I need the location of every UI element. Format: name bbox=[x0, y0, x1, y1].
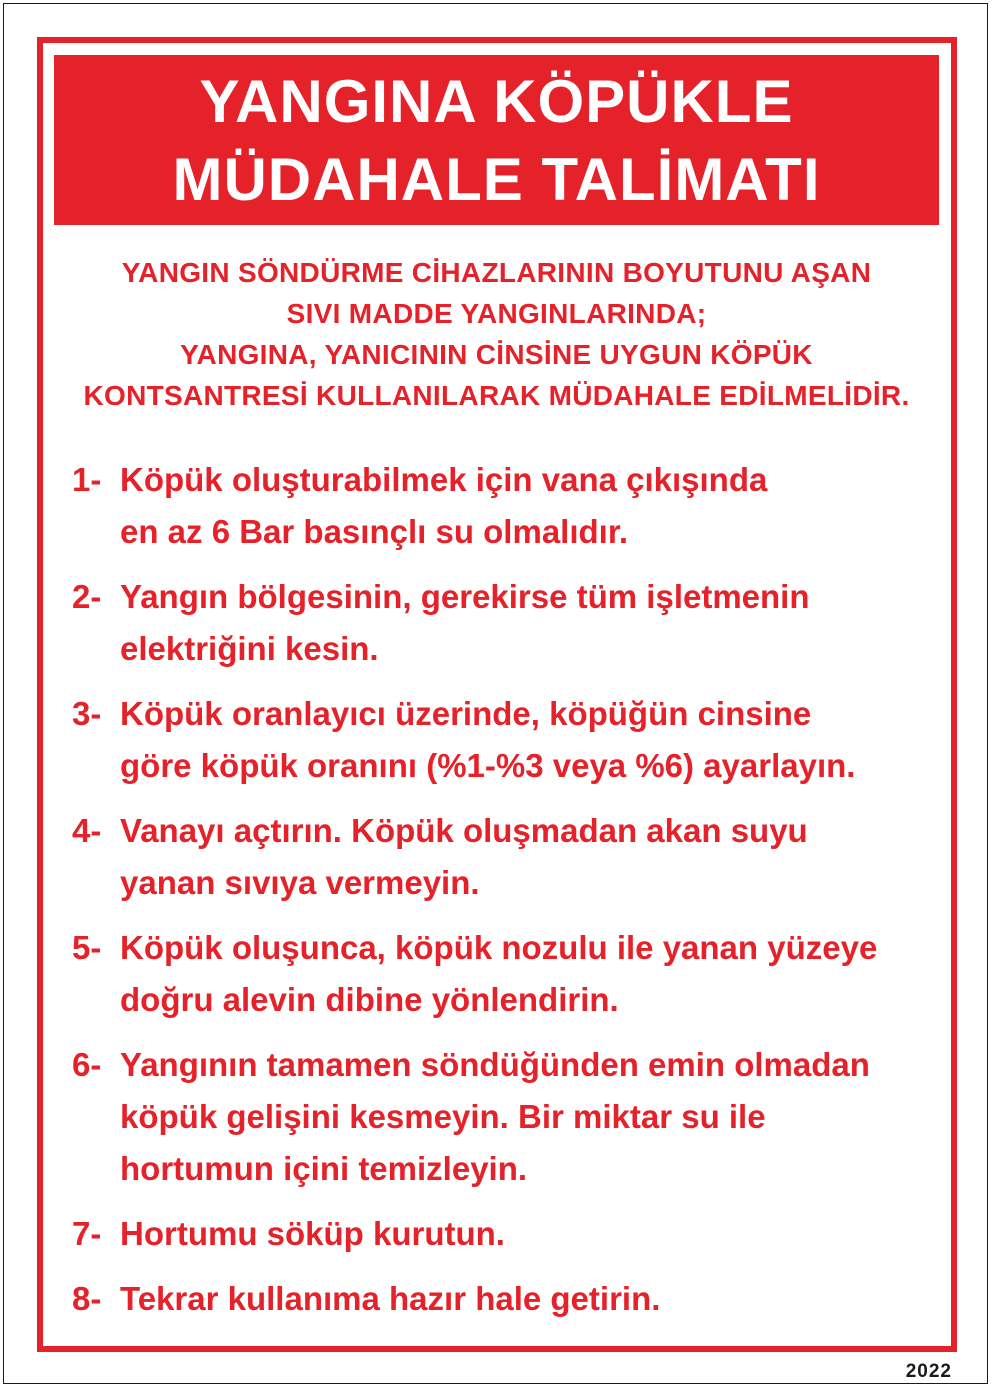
step-text bbox=[120, 1039, 870, 1195]
step-line: Vanayı açtırın. Köpük oluşmadan akan suyu bbox=[120, 812, 808, 849]
step-number: 4- bbox=[72, 812, 102, 849]
step-line: köpük gelişini kesmeyin. Bir miktar su ile bbox=[120, 1098, 766, 1135]
step-line: Hortumu söküp kurutun. bbox=[120, 1215, 505, 1252]
step-line: Köpük oluşunca, köpük nozulu ile yanan yüzeye bbox=[120, 929, 878, 966]
sign-code: 2022 bbox=[905, 1361, 952, 1382]
intro-line-3: YANGINA, YANICININ CİNSİNE UYGUN KÖPÜK bbox=[180, 339, 813, 370]
step-number: 7- bbox=[72, 1215, 102, 1252]
title-banner bbox=[54, 55, 939, 225]
step-text bbox=[120, 805, 808, 909]
step-text bbox=[120, 571, 810, 675]
step-line: elektriğini kesin. bbox=[120, 630, 379, 667]
step-3 bbox=[72, 688, 932, 792]
step-text bbox=[120, 688, 855, 792]
step-text bbox=[120, 1273, 660, 1325]
step-4 bbox=[72, 805, 932, 909]
intro-text bbox=[54, 252, 939, 416]
step-number: 5- bbox=[72, 929, 102, 966]
step-2 bbox=[72, 571, 932, 675]
intro-line-2: SIVI MADDE YANGINLARINDA; bbox=[286, 298, 707, 329]
step-line: Köpük oluşturabilmek için vana çıkışında bbox=[120, 461, 768, 498]
step-number: 2- bbox=[72, 578, 102, 615]
step-text bbox=[120, 454, 767, 558]
step-line: hortumun içini temizleyin. bbox=[120, 1150, 528, 1187]
title-line-2: MÜDAHALE TALİMATI bbox=[172, 146, 821, 213]
intro-line-4: KONTSANTRESİ KULLANILARAK MÜDAHALE EDİLMELİDİR. bbox=[83, 380, 910, 411]
step-line: göre köpük oranını (%1-%3 veya %6) ayarlayın. bbox=[120, 747, 856, 784]
step-line: yanan sıvıya vermeyin. bbox=[120, 864, 480, 901]
step-number: 6- bbox=[72, 1046, 102, 1083]
step-line: Yangın bölgesinin, gerekirse tüm işletmenin bbox=[120, 578, 810, 615]
step-text bbox=[120, 1208, 505, 1260]
title-line-1: YANGINA KÖPÜKLE bbox=[199, 68, 794, 135]
intro-line-1: YANGIN SÖNDÜRME CİHAZLARININ BOYUTUNU AŞAN bbox=[121, 257, 872, 288]
steps-list bbox=[72, 454, 932, 1338]
step-line: doğru alevin dibine yönlendirin. bbox=[120, 981, 619, 1018]
step-number: 1- bbox=[72, 461, 102, 498]
step-number: 8- bbox=[72, 1280, 102, 1317]
step-5 bbox=[72, 922, 932, 1026]
step-number: 3- bbox=[72, 695, 102, 732]
step-6 bbox=[72, 1039, 932, 1195]
step-line: Yangının tamamen söndüğünden emin olmadan bbox=[120, 1046, 870, 1083]
step-line: en az 6 Bar basınçlı su olmalıdır. bbox=[120, 513, 629, 550]
step-1 bbox=[72, 454, 932, 558]
step-7 bbox=[72, 1208, 932, 1260]
step-line: Köpük oranlayıcı üzerinde, köpüğün cinsine bbox=[120, 695, 812, 732]
step-8 bbox=[72, 1273, 932, 1325]
step-line: Tekrar kullanıma hazır hale getirin. bbox=[120, 1280, 661, 1317]
step-text bbox=[120, 922, 877, 1026]
